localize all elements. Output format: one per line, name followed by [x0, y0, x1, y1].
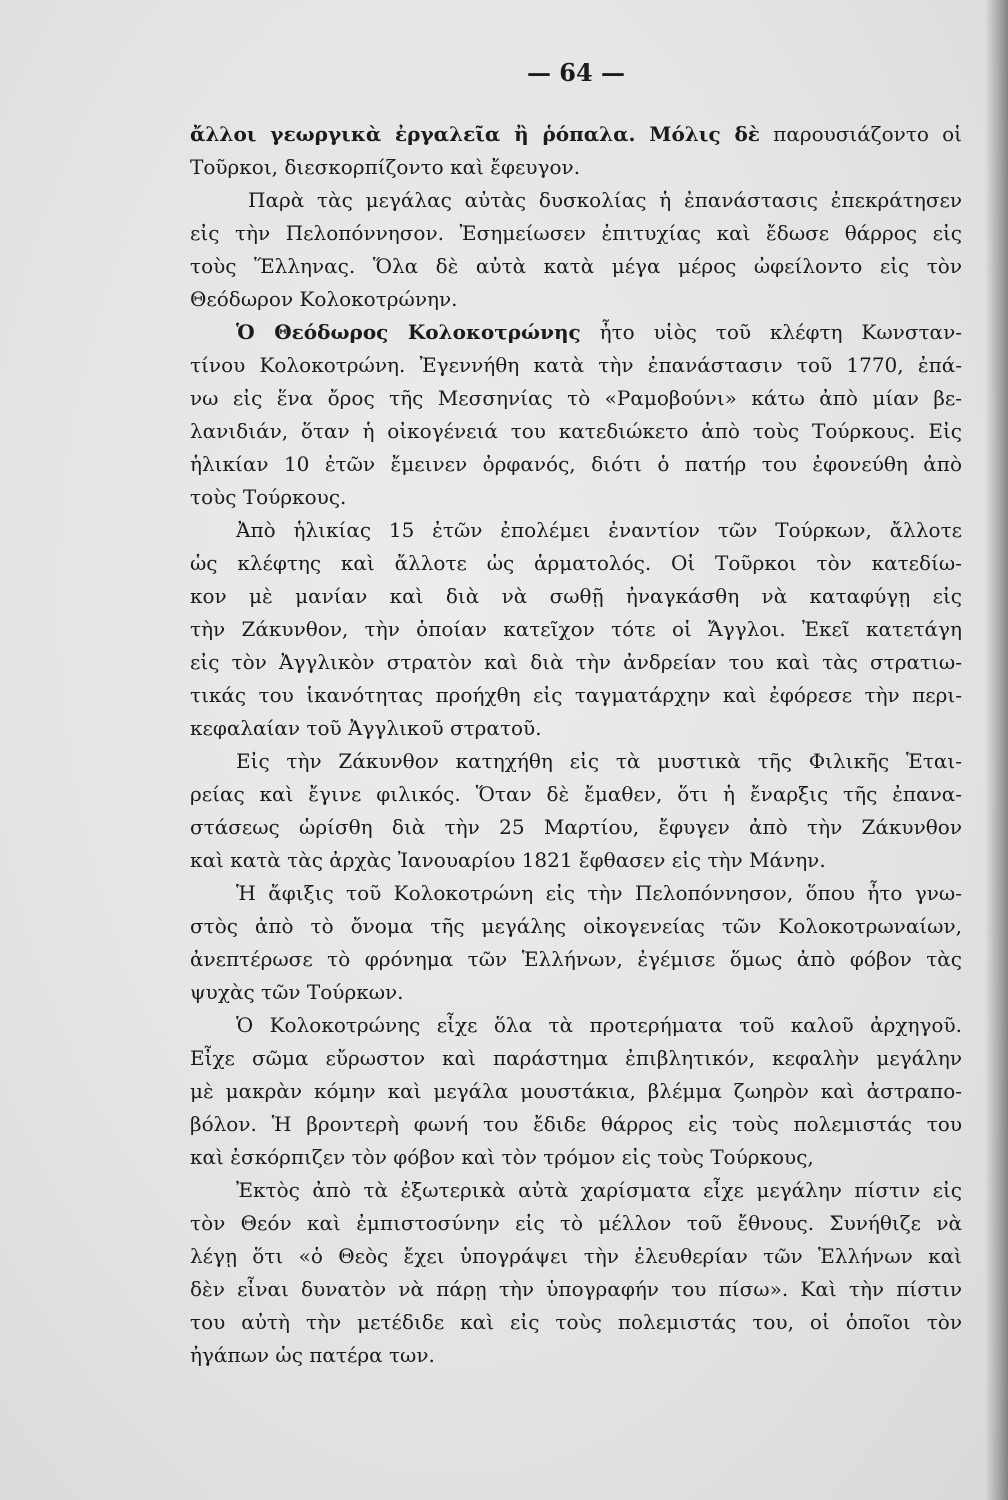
text-line: κεφαλαίαν τοῦ Ἀγγλικοῦ στρατοῦ.	[190, 716, 542, 740]
text-line: βόλον. Ἡ βροντερὴ φωνή του ἔδιδε θάρρος εἰς τοὺς πολεμιστάς του	[190, 1112, 962, 1136]
line-text: ἦτο υἱὸς τοῦ κλέφτη Κωνσταν-	[599, 320, 962, 344]
text-line: Ἀπὸ ἡλικίας 15 ἐτῶν ἐπολέμει ἐναντίον τῶν Τούρκων, ἄλλοτε	[236, 518, 962, 542]
text-line: εἰς τὴν Πελοπόννησον. Ἐσημείωσεν ἐπιτυχίας καὶ ἔδωσε θάρρος εἰς	[190, 221, 962, 245]
text-line: μὲ μακρὰν κόμην καὶ μεγάλα μουστάκια, βλέμμα ζωηρὸν καὶ ἀστραπο-	[190, 1079, 962, 1103]
paragraph	[190, 745, 962, 877]
text-line: ἠγάπων ὡς πατέρα των.	[190, 1343, 435, 1367]
text-line: δὲν εἶναι δυνατὸν νὰ πάρῃ τὴν ὑπογραφήν του πίσω». Καὶ τὴν πίστιν	[190, 1277, 962, 1301]
text-line: τοὺς Ἕλληνας. Ὅλα δὲ αὐτὰ κατὰ μέγα μέρος ὠφείλοντο εἰς τὸν	[190, 254, 962, 278]
text-line: ρείας καὶ ἔγινε φιλικός. Ὅταν δὲ ἔμαθεν, ὅτι ἡ ἔναρξις τῆς ἐπανα-	[190, 782, 962, 806]
text-line: Θεόδωρον Κολοκοτρώνην.	[190, 287, 458, 311]
text-line: νω εἰς ἕνα ὄρος τῆς Μεσσηνίας τὸ «Ραμοβούνι» κάτω ἀπὸ μίαν βε-	[190, 386, 962, 410]
text-line	[190, 118, 962, 151]
text-line: τικάς του ἱκανότητας προήχθη εἰς ταγματάρχην καὶ ἐφόρεσε τὴν περι-	[190, 683, 962, 707]
bold-text: ἄλλοι γεωργικὰ ἐργαλεῖα ἢ ῥόπαλα. Μόλις δὲ	[190, 122, 760, 146]
bold-name: Ὁ Θεόδωρος Κολοκοτρώνης	[236, 320, 581, 344]
text-line: Τοῦρκοι, διεσκορπίζοντο καὶ ἔφευγον.	[190, 155, 581, 179]
text-line: ἡλικίαν 10 ἐτῶν ἔμεινεν ὀρφανός, διότι ὁ πατήρ του ἐφονεύθη ἀπὸ	[190, 452, 962, 476]
paragraph	[190, 877, 962, 1009]
text-line: λέγῃ ὅτι «ὁ Θεὸς ἔχει ὑπογράψει τὴν ἐλευθερίαν τῶν Ἑλλήνων καὶ	[190, 1244, 962, 1268]
text-line: λανιδιάν, ὅταν ἡ οἰκογένειά του κατεδιώκετο ἀπὸ τοὺς Τούρκους. Εἰς	[190, 419, 962, 443]
text-line: ἀνεπτέρωσε τὸ φρόνημα τῶν Ἑλλήνων, ἐγέμισε ὅμως ἀπὸ φόβον τὰς	[190, 947, 962, 971]
paragraph	[190, 1174, 962, 1372]
text-line: καὶ κατὰ τὰς ἀρχὰς Ἰανουαρίου 1821 ἔφθασεν εἰς τὴν Μάνην.	[190, 848, 826, 872]
page-body	[190, 118, 962, 1372]
text-line: καὶ ἐσκόρπιζεν τὸν φόβον καὶ τὸν τρόμον εἰς τοὺς Τούρκους,	[190, 1145, 814, 1169]
text-line	[190, 316, 962, 349]
text-line: εἰς τὸν Ἀγγλικὸν στρατὸν καὶ διὰ τὴν ἀνδρείαν του καὶ τὰς στρατιω-	[190, 650, 962, 674]
text-line: τὸν Θεόν καὶ ἐμπιστοσύνην εἰς τὸ μέλλον τοῦ ἔθνους. Συνήθιζε νὰ	[190, 1211, 962, 1235]
text-line: του αὐτὴ τὴν μετέδιδε καὶ εἰς τοὺς πολεμιστάς του, οἱ ὁποῖοι τὸν	[190, 1310, 962, 1334]
text-line: τὴν Ζάκυνθον, τὴν ὁποίαν κατεῖχον τότε οἱ Ἄγγλοι. Ἐκεῖ κατετάγη	[190, 617, 962, 641]
text-line: τοὺς Τούρκους.	[190, 485, 347, 509]
page-number: — 64 —	[526, 58, 626, 87]
text-line: Εἶχε σῶμα εὔρωστον καὶ παράστημα ἐπιβλητικόν, κεφαλὴν μεγάλην	[190, 1046, 962, 1070]
text-line: ψυχὰς τῶν Τούρκων.	[190, 980, 404, 1004]
paragraph	[190, 316, 962, 514]
text-line: Ἡ ἄφιξις τοῦ Κολοκοτρώνη εἰς τὴν Πελοπόννησον, ὅπου ἦτο γνω-	[236, 881, 962, 905]
text-line: Ἐκτὸς ἀπὸ τὰ ἐξωτερικὰ αὐτὰ χαρίσματα εἶχε μεγάλην πίστιν εἰς	[236, 1178, 962, 1202]
paragraph	[190, 514, 962, 745]
text-line: Ὁ Κολοκοτρώνης εἶχε ὅλα τὰ προτερήματα τοῦ καλοῦ ἀρχηγοῦ.	[236, 1013, 962, 1037]
paragraph	[190, 118, 962, 184]
line-text: παρουσιάζοντο οἱ	[773, 122, 962, 146]
text-line: στὸς ἀπὸ τὸ ὄνομα τῆς μεγάλης οἰκογενείας τῶν Κολοκοτρωναίων,	[190, 914, 962, 938]
text-line: ὡς κλέφτης καὶ ἄλλοτε ὡς ἁρματολός. Οἱ Τοῦρκοι τὸν κατεδίω-	[190, 551, 962, 575]
text-line: στάσεως ὡρίσθη διὰ τὴν 25 Μαρτίου, ἔφυγεν ἀπὸ τὴν Ζάκυνθον	[190, 815, 962, 839]
text-line: Εἰς τὴν Ζάκυνθον κατηχήθη εἰς τὰ μυστικὰ τῆς Φιλικῆς Ἑται-	[236, 749, 962, 773]
text-line: Παρὰ τὰς μεγάλας αὐτὰς δυσκολίας ἡ ἐπανάστασις ἐπεκράτησεν	[248, 188, 962, 212]
text-line: τίνου Κολοκοτρώνη. Ἐγεννήθη κατὰ τὴν ἐπανάστασιν τοῦ 1770, ἐπά-	[190, 353, 962, 377]
paragraph	[190, 1009, 962, 1174]
text-line: κον μὲ μανίαν καὶ διὰ νὰ σωθῇ ἠναγκάσθη νὰ καταφύγῃ εἰς	[190, 584, 962, 608]
paragraph	[190, 184, 962, 316]
